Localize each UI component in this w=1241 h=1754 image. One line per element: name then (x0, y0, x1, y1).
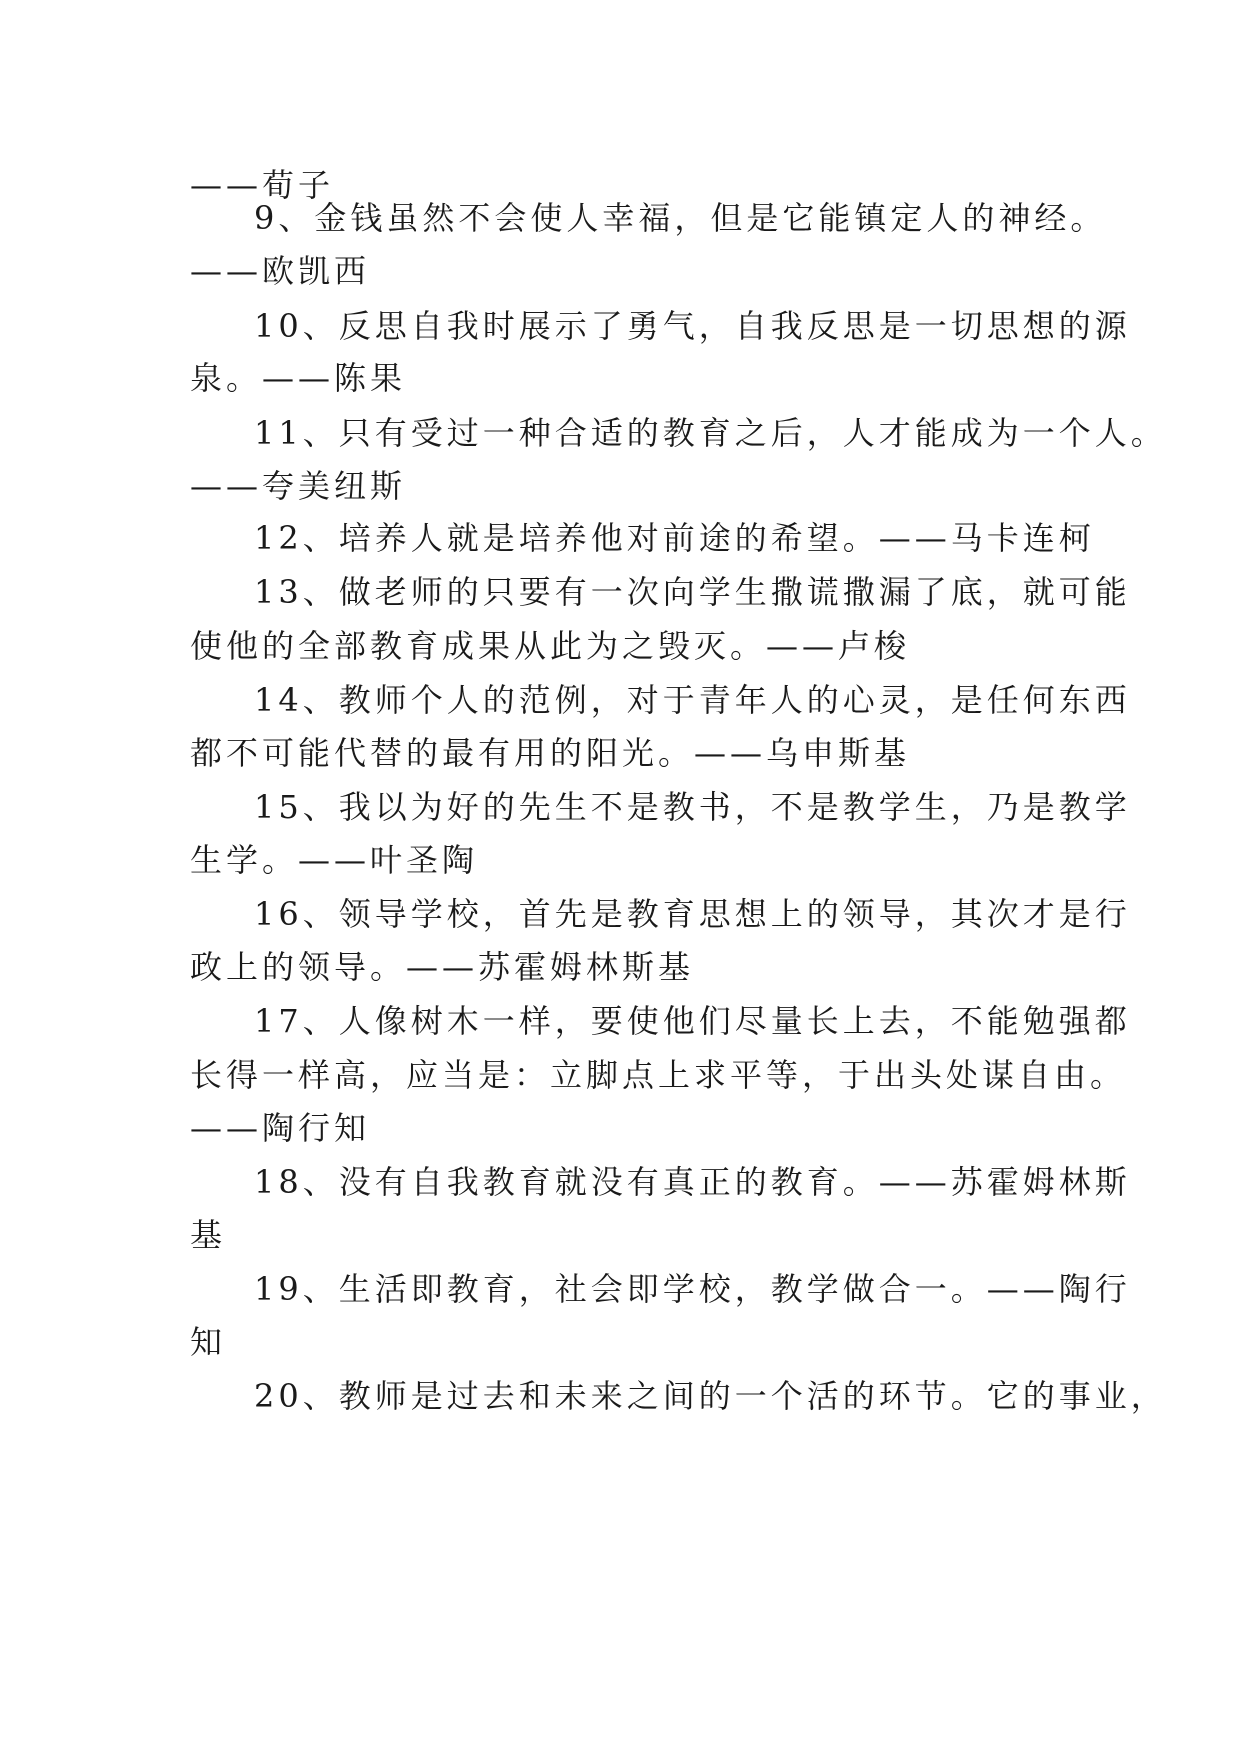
text-line: 使他的全部教育成果从此为之毁灭。——卢梭 (190, 627, 911, 665)
text-line: 18、没有自我教育就没有真正的教育。——苏霍姆林斯 (254, 1163, 1131, 1201)
text-line: 都不可能代替的最有用的阳光。——乌申斯基 (190, 734, 911, 772)
text-line: 17、人像树木一样，要使他们尽量长上去，不能勉强都 (254, 1002, 1131, 1040)
text-line: 15、我以为好的先生不是教书，不是教学生，乃是教学 (254, 788, 1131, 826)
text-line: 12、培养人就是培养他对前途的希望。——马卡连柯 (254, 519, 1095, 557)
text-line: 泉。——陈果 (190, 359, 407, 397)
text-line: 9、金钱虽然不会使人幸福，但是它能镇定人的神经。 (254, 199, 1107, 237)
text-line: 政上的领导。——苏霍姆林斯基 (190, 948, 695, 986)
text-line: ——荀子 (190, 166, 335, 204)
text-line: 10、反思自我时展示了勇气，自我反思是一切思想的源 (254, 307, 1131, 345)
text-line: 19、生活即教育，社会即学校，教学做合一。——陶行 (254, 1270, 1131, 1308)
text-line: ——夸美纽斯 (190, 467, 407, 505)
text-line: 基 (190, 1216, 227, 1254)
text-line: 20、教师是过去和未来之间的一个活的环节。它的事业， (254, 1377, 1167, 1415)
text-line: 13、做老师的只要有一次向学生撒谎撒漏了底，就可能 (254, 573, 1131, 611)
text-line: ——欧凯西 (190, 252, 371, 290)
text-line: 16、领导学校，首先是教育思想上的领导，其次才是行 (254, 895, 1131, 933)
text-line: 14、教师个人的范例，对于青年人的心灵，是任何东西 (254, 681, 1131, 719)
text-line: ——陶行知 (190, 1109, 371, 1147)
text-line: 知 (190, 1323, 227, 1361)
text-line: 11、只有受过一种合适的教育之后，人才能成为一个人。 (254, 414, 1167, 452)
text-line: 生学。——叶圣陶 (190, 841, 479, 879)
text-line: 长得一样高，应当是：立脚点上求平等，于出头处谋自由。 (190, 1056, 1127, 1094)
